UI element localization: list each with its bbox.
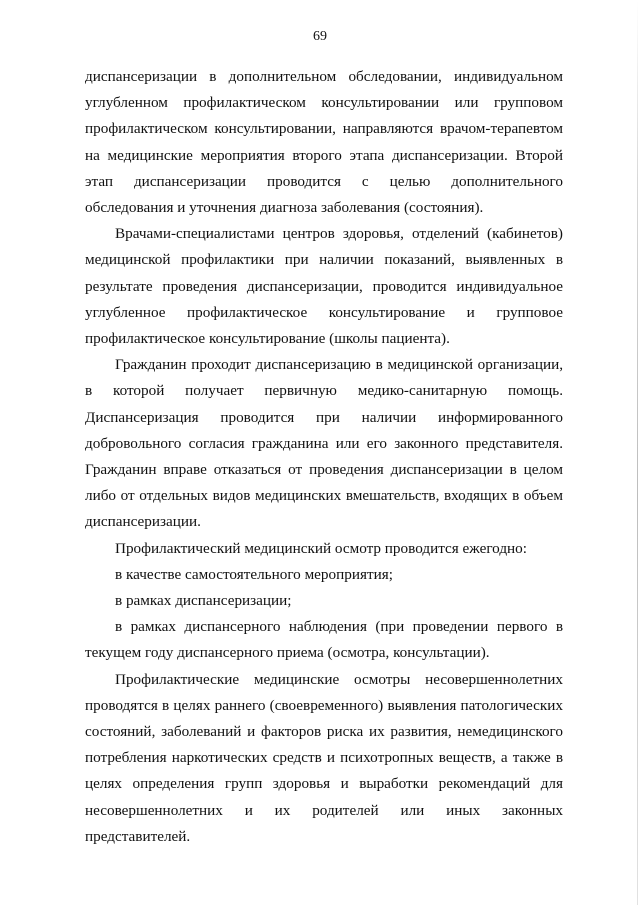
page-number: 69: [313, 29, 327, 44]
paragraph-specialists: Врачами-специалистами центров здоровья, отделений (кабинетов) медицинской профилактики при наличии показаний, выявленных в результате проведения диспансеризации, проводится индивидуальное углубленное профилактическое консультирование и групповое профилактическое консультирование (школы пациента).: [85, 225, 563, 348]
list-item-standalone: в качестве самостоятельного мероприятия;: [115, 565, 393, 583]
list-item-dispensary-observation: в рамках диспансерного наблюдения (при проведении первого в текущем году диспансерного приема (осмотра, консультации).: [85, 618, 563, 662]
paragraph-annual-checkup: Профилактический медицинский осмотр проводится ежегодно:: [115, 539, 527, 557]
paragraph-minors-checkups: Профилактические медицинские осмотры несовершеннолетних проводятся в целях раннего (своевременного) выявления патологических состояний, заболеваний и факторов риска их развития, немедицинского потребления наркотических средств и психотропных веществ, а также в целях определения групп здоровья и выработки рекомендаций для несовершеннолетних и их родителей или иных законных представителей.: [85, 670, 563, 845]
list-item-within-dispensarization: в рамках диспансеризации;: [115, 592, 292, 610]
paragraph-continuation: диспансеризации в дополнительном обследовании, индивидуальном углубленном профилактическом консультировании или групповом профилактическом консультировании, направляются врачом-терапевтом на медицинские мероприятия второго этапа диспансеризации. Второй этап диспансеризации проводится с целью дополнительного обследования и уточнения диагноза заболевания (состояния).: [85, 68, 563, 217]
body-text: [85, 64, 563, 850]
paragraph-citizen-consent: Гражданин проходит диспансеризацию в медицинской организации, в которой получает первичную медико-санитарную помощь. Диспансеризация проводится при наличии информированного добровольного согласия гражданина или его законного представителя. Гражданин вправе отказаться от проведения диспансеризации в целом либо от отдельных видов медицинских вмешательств, входящих в объем диспансеризации.: [85, 356, 563, 531]
scan-edge-line: [637, 0, 638, 905]
